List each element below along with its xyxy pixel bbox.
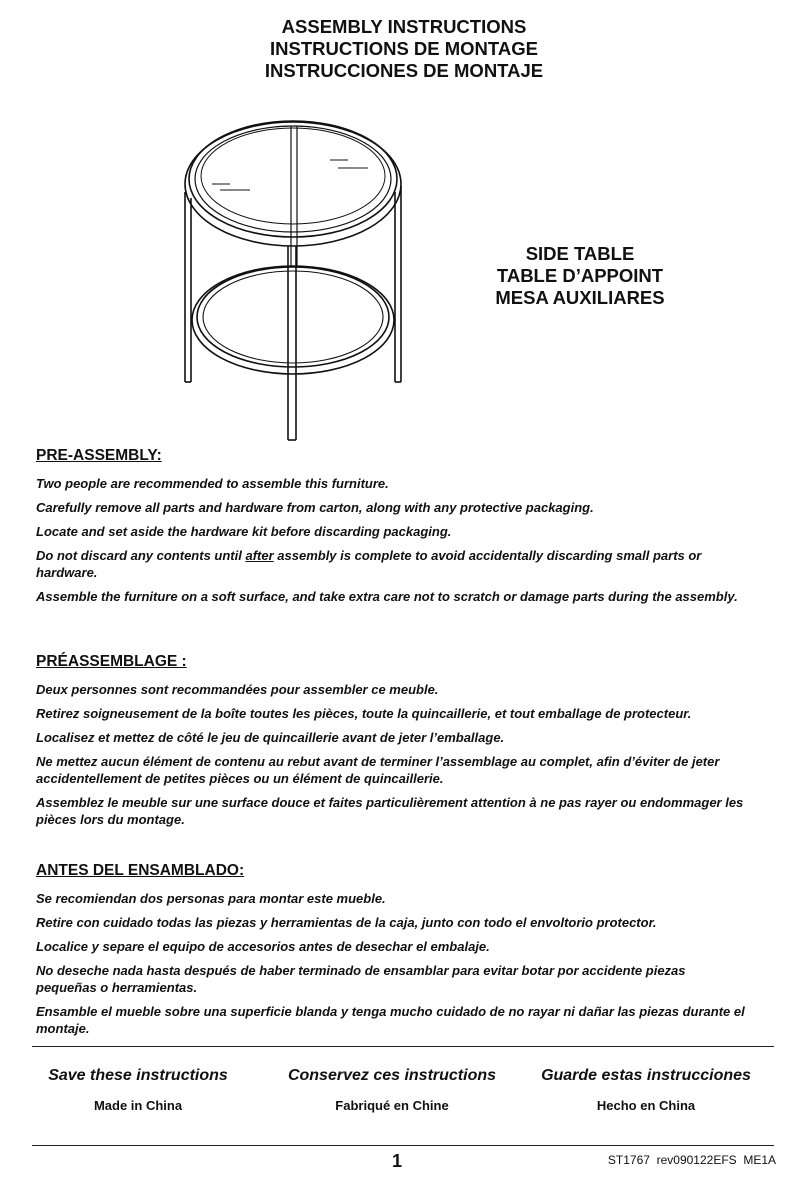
save-instructions-english: Save these instructions xyxy=(48,1067,228,1084)
preassemblage-section xyxy=(36,653,748,828)
save-instructions-french: Conservez ces instructions xyxy=(287,1067,497,1084)
antes-heading: ANTES DEL ENSAMBLADO: xyxy=(36,862,245,879)
product-name-english: SIDE TABLE xyxy=(525,243,635,264)
side-table-illustration xyxy=(168,112,430,444)
emphasis-after: after xyxy=(245,548,274,563)
pre-assembly-text-3: Locate and set aside the hardware kit before discarding packaging. xyxy=(36,524,452,539)
preassemblage-text-5: Assemblez le meuble sur une surface douce et faites particulièrement attention à ne pas rayer ou endommager les pièces lors du montage. xyxy=(36,795,744,827)
document-title xyxy=(0,16,808,82)
title-english: ASSEMBLY INSTRUCTIONS xyxy=(281,16,527,37)
pre-assembly-section xyxy=(36,447,748,605)
antes-text-1: Se recomiendan dos personas para montar este mueble. xyxy=(36,891,386,906)
footer-divider-top xyxy=(32,1046,774,1047)
page-number: 1 xyxy=(392,1151,403,1171)
title-french: INSTRUCTIONS DE MONTAGE xyxy=(270,38,538,59)
title-spanish: INSTRUCCIONES DE MONTAJE xyxy=(264,60,544,81)
footer-divider-bottom xyxy=(32,1145,774,1146)
pre-assembly-text-4-end: assembly is complete to avoid accidentally discarding small parts or hardware. xyxy=(36,548,702,580)
made-in-china-spanish: Hecho en China xyxy=(596,1098,696,1113)
pre-assembly-text-1: Two people are recommended to assemble this furniture. xyxy=(36,476,389,491)
pre-assembly-text-2: Carefully remove all parts and hardware from carton, along with any protective packaging. xyxy=(36,500,594,515)
save-instructions-spanish: Guarde estas instrucciones xyxy=(541,1067,751,1084)
antes-text-4: No deseche nada hasta después de haber terminado de ensamblar para evitar botar por accidente piezas pequeñas o herramientas. xyxy=(36,963,686,995)
antes-text-5: Ensamble el mueble sobre una superficie blanda y tenga mucho cuidado de no rayar ni dañar las piezas durante el montaje. xyxy=(36,1004,745,1036)
preassemblage-heading: PRÉASSEMBLAGE : xyxy=(36,653,187,670)
made-in-china-english: Made in China xyxy=(93,1098,183,1113)
antes-del-ensamblado-section xyxy=(36,862,748,1037)
preassemblage-text-4: Ne mettez aucun élément de contenu au rebut avant de terminer l’assemblage au complet, afin d’éviter de jeter accidentellement de petites pièces ou un élément de quincaillerie. xyxy=(36,754,720,786)
product-name-spanish: MESA AUXILIARES xyxy=(495,287,665,308)
product-name-french: TABLE D’APPOINT xyxy=(496,265,664,286)
preassemblage-text-2: Retirez soigneusement de la boîte toutes les pièces, toute la quincaillerie, et tout emballage de protecteur. xyxy=(36,706,692,721)
pre-assembly-text-4-start: Do not discard any contents until xyxy=(36,548,246,563)
preassemblage-text-1: Deux personnes sont recommandées pour assembler ce meuble. xyxy=(36,682,439,697)
document-id: ST1767 rev090122EFS ME1A xyxy=(607,1153,776,1167)
pre-assembly-heading: PRE-ASSEMBLY: xyxy=(36,447,162,464)
made-in-china-french: Fabriqué en Chine xyxy=(335,1098,449,1113)
product-name xyxy=(470,243,690,309)
antes-text-3: Localice y separe el equipo de accesorios antes de desechar el embalaje. xyxy=(36,939,490,954)
pre-assembly-text-4 xyxy=(36,547,748,581)
preassemblage-text-3: Localisez et mettez de côté le jeu de quincaillerie avant de jeter l’emballage. xyxy=(36,730,505,745)
antes-text-2: Retire con cuidado todas las piezas y herramientas de la caja, junto con todo el envoltorio protector. xyxy=(36,915,657,930)
pre-assembly-text-5: Assemble the furniture on a soft surface, and take extra care not to scratch or damage parts during the assembly. xyxy=(36,589,738,604)
